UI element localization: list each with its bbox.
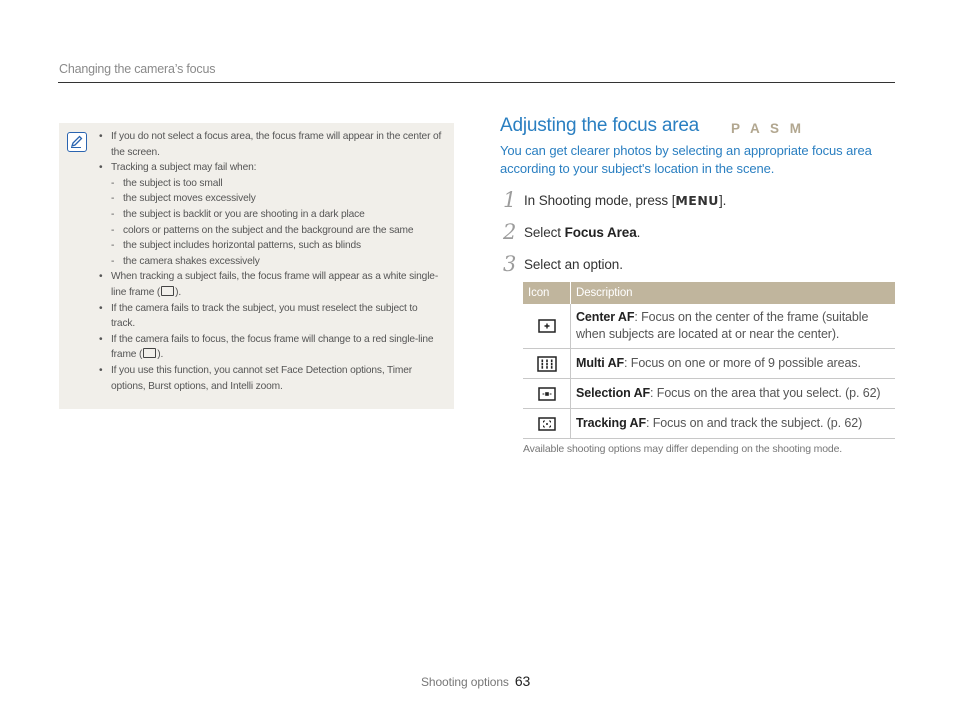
step-number: 2 xyxy=(503,220,517,244)
option-description: : Focus on one or more of 9 possible areas. xyxy=(624,356,861,370)
step-number: 3 xyxy=(503,252,517,276)
step-text-part: In Shooting mode, press [ xyxy=(524,193,676,208)
option-description: : Focus on the area that you select. (p. 62) xyxy=(650,386,881,400)
note-item xyxy=(99,129,444,160)
bullet: • xyxy=(99,271,103,283)
sub-list-item: - colors or patterns on the subject and the background are the same xyxy=(111,224,414,236)
description-cell xyxy=(571,304,896,349)
sub-list-item: - the camera shakes excessively xyxy=(111,255,260,267)
sub-item-text: colors or patterns on the subject and the background are the same xyxy=(123,224,414,236)
sub-item-text: the subject is backlit or you are shooting in a dark place xyxy=(123,208,365,220)
step-text-part: ]. xyxy=(718,193,727,208)
table-row xyxy=(523,304,895,349)
selection-af-icon xyxy=(538,387,556,401)
option-description: : Focus on and track the subject. (p. 62) xyxy=(645,416,863,430)
icon-cell xyxy=(523,304,571,349)
description-cell xyxy=(571,409,896,439)
section-title: Adjusting the focus area xyxy=(500,115,700,136)
single-line-frame-icon xyxy=(161,286,174,296)
step-number: 1 xyxy=(503,188,517,212)
option-name: Center AF xyxy=(576,310,635,324)
sub-list-item: - the subject includes horizontal patterns, such as blinds xyxy=(111,240,361,252)
icon-cell xyxy=(523,409,571,439)
option-name: Selection AF xyxy=(576,386,651,400)
page-footer xyxy=(421,673,530,689)
table-header-row xyxy=(523,282,895,304)
sub-item-text: the camera shakes excessively xyxy=(123,255,260,267)
note-item xyxy=(99,160,444,269)
note-text: If you use this function, you cannot set Face Detection options, Timer options, Burst options, and Intelli zoom. xyxy=(111,364,412,392)
single-line-frame-icon xyxy=(143,348,156,358)
note-item xyxy=(99,363,444,394)
option-description: : Focus on the center of the frame (suitable when subjects are located at or near the center). xyxy=(576,310,869,341)
multi-af-icon xyxy=(537,356,557,372)
step-bold-term: Focus Area xyxy=(564,225,637,240)
note-text-end: ). xyxy=(157,349,164,361)
bullet: • xyxy=(99,302,103,314)
icon-cell xyxy=(523,379,571,409)
header-divider xyxy=(58,82,895,83)
footer-label: Shooting options xyxy=(421,675,509,689)
note-text: If the camera fails to track the subject, you must reselect the subject to track. xyxy=(111,302,418,330)
note-item xyxy=(99,301,444,332)
bullet: • xyxy=(99,364,103,376)
menu-key-icon: MENU xyxy=(675,193,719,208)
step-text: Select an option. xyxy=(524,257,623,272)
note-item xyxy=(99,269,444,300)
running-header: Changing the camera’s focus xyxy=(59,62,216,76)
note-text: If you do not select a focus area, the focus frame will appear in the center of the screen. xyxy=(111,131,442,158)
column-header-description: Description xyxy=(571,282,896,304)
note-text: If the camera fails to focus, the focus frame will change to a red single-line frame ( xyxy=(111,333,434,361)
description-cell xyxy=(571,349,896,379)
note-list xyxy=(99,129,444,394)
step-text xyxy=(524,193,726,208)
step-text-part: Select xyxy=(524,225,565,240)
table-row xyxy=(523,349,895,379)
step-text-part: . xyxy=(636,225,641,240)
table-row xyxy=(523,379,895,409)
footnote: Available shooting options may differ depending on the shooting mode. xyxy=(523,443,843,455)
page-number: 63 xyxy=(514,673,531,689)
step-text xyxy=(524,225,640,240)
bullet: • xyxy=(99,333,103,345)
intro-text: You can get clearer photos by selecting an appropriate focus area according to your subject's location in the scene. xyxy=(500,143,872,176)
note-item xyxy=(99,332,444,363)
sub-item-text: the subject moves excessively xyxy=(123,193,256,205)
table-row xyxy=(523,409,895,439)
sub-list-item: - the subject is too small xyxy=(111,177,223,189)
sub-list-item: - the subject is backlit or you are shooting in a dark place xyxy=(111,208,365,220)
note-text-end: ). xyxy=(175,286,182,298)
option-name: Multi AF xyxy=(576,356,625,370)
tracking-af-icon xyxy=(538,417,556,431)
note-text: When tracking a subject fails, the focus frame will appear as a white single-line frame ( xyxy=(111,271,439,298)
column-header-icon: Icon xyxy=(523,282,571,304)
description-cell xyxy=(571,379,896,409)
bullet: • xyxy=(99,131,103,142)
focus-area-options-table xyxy=(523,282,895,439)
sub-item-text: the subject is too small xyxy=(123,177,223,189)
note-text: Tracking a subject may fail when: xyxy=(111,162,257,174)
sub-item-text: the subject includes horizontal patterns, such as blinds xyxy=(123,240,361,252)
center-af-icon xyxy=(538,319,556,333)
bullet: • xyxy=(99,162,103,174)
shooting-mode-letters: P A S M xyxy=(731,121,805,136)
icon-cell xyxy=(523,349,571,379)
note-box xyxy=(59,123,454,409)
sub-list-item: - the subject moves excessively xyxy=(111,193,256,205)
note-pencil-icon xyxy=(67,132,87,152)
option-name: Tracking AF xyxy=(576,416,646,430)
